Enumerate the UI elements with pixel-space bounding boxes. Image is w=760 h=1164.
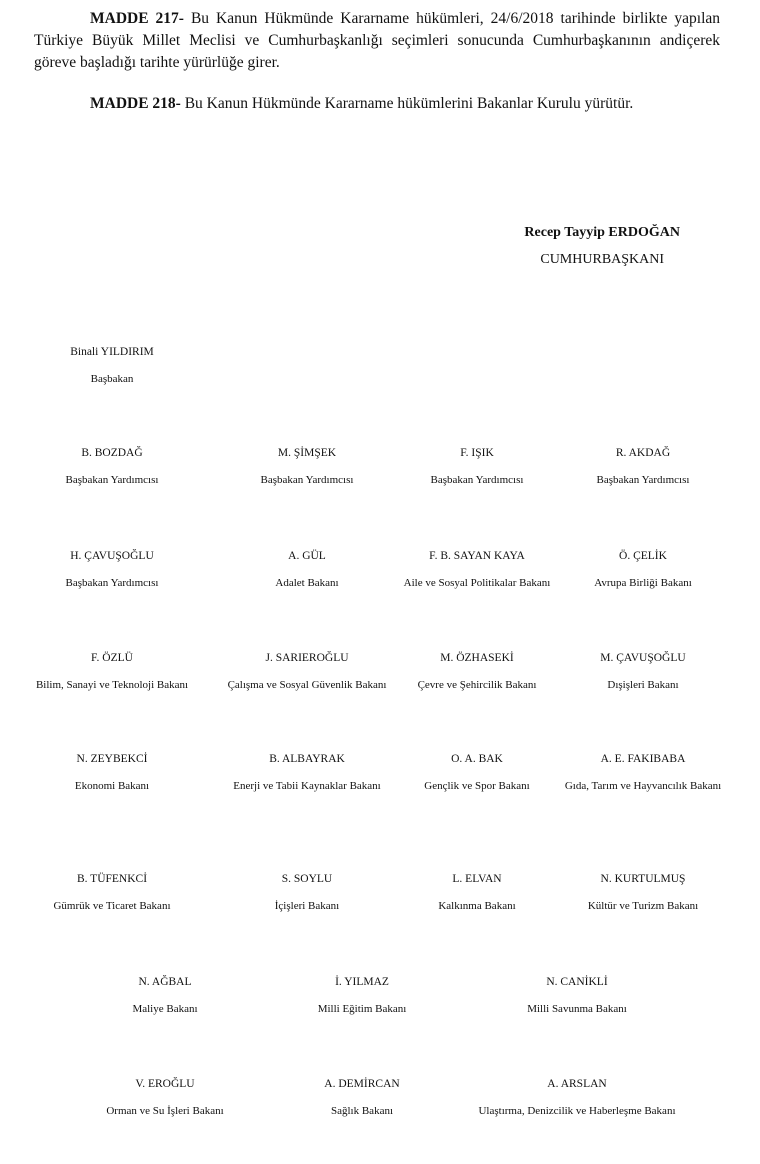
article-217	[34, 8, 720, 74]
signatory-title: Gümrük ve Ticaret Bakanı	[53, 900, 171, 912]
signatory-title: Ulaştırma, Denizcilik ve Haberleşme Bakanı	[478, 1105, 676, 1117]
signatory-block	[518, 446, 760, 487]
signatory-block	[518, 752, 760, 793]
signatory-name: N. KURTULMUŞ	[600, 873, 686, 885]
signatory-name: O. A. BAK	[451, 753, 503, 765]
signatory-title: Başbakan	[90, 373, 134, 385]
signatory-name: F. B. SAYAN KAYA	[429, 550, 525, 562]
signatory-name: Ö. ÇELİK	[619, 550, 667, 562]
signatory-title: Orman ve Su İşleri Bakanı	[106, 1105, 224, 1117]
signatory-title: Maliye Bakanı	[132, 1003, 198, 1015]
signatory-block	[518, 549, 760, 590]
signatory-title: Bilim, Sanayi ve Teknoloji Bakanı	[35, 679, 189, 691]
signatory-title: Dışişleri Bakanı	[607, 679, 679, 691]
signatory-name: Binali YILDIRIM	[70, 346, 154, 358]
signatory-title: Başbakan Yardımcısı	[65, 577, 159, 589]
signatory-block	[237, 975, 487, 1016]
signatory-block	[518, 872, 760, 913]
president-title: CUMHURBAŞKANI	[540, 252, 665, 267]
signatory-name: A. ARSLAN	[547, 1078, 607, 1090]
signatory-name: A. GÜL	[288, 550, 326, 562]
signatory-name: J. SARIEROĞLU	[265, 652, 349, 664]
signatory-title: Enerji ve Tabii Kaynaklar Bakanı	[233, 780, 381, 792]
signatory-name: S. SOYLU	[281, 873, 333, 885]
article-label: MADDE 218-	[90, 95, 181, 112]
president-signature-block	[524, 224, 680, 269]
signatory-title: Adalet Bakanı	[275, 577, 339, 589]
signatory-name: B. TÜFENKCİ	[76, 873, 148, 885]
signatory-block	[0, 345, 237, 386]
signatory-block	[452, 975, 702, 1016]
signatory-name: M. ÇAVUŞOĞLU	[600, 652, 686, 664]
signatory-title: Çevre ve Şehircilik Bakanı	[417, 679, 537, 691]
signatory-name: R. AKDAĞ	[615, 447, 671, 459]
signatory-name: M. ŞİMŞEK	[277, 447, 337, 459]
signatory-name: İ. YILMAZ	[335, 976, 389, 988]
signatory-name: N. CANİKLİ	[546, 976, 608, 988]
signatory-title: Gençlik ve Spor Bakanı	[424, 780, 530, 792]
signatory-name: N. AĞBAL	[138, 976, 192, 988]
signatory-block	[452, 1077, 702, 1118]
president-name: Recep Tayyip ERDOĞAN	[524, 225, 680, 240]
article-218	[34, 93, 720, 115]
signatory-name: N. ZEYBEKCİ	[76, 753, 148, 765]
signatory-name: F. IŞIK	[460, 447, 494, 459]
signatory-title: Başbakan Yardımcısı	[65, 474, 159, 486]
signatory-title: Çalışma ve Sosyal Güvenlik Bakanı	[227, 679, 387, 691]
signatory-title: Kalkınma Bakanı	[438, 900, 516, 912]
signatory-title: Sağlık Bakanı	[330, 1105, 394, 1117]
article-text: Bu Kanun Hükmünde Kararname hükümleri, 24/6/2018 tarihinde birlikte yapılan Türkiye Büyük Millet Meclisi ve Cumhurbaşkanlığı seçimleri sonucunda Cumhurbaşkanının andiçerek göreve başladığı tarihte yürürlüğe girer.	[34, 10, 721, 71]
signatory-name: L. ELVAN	[452, 873, 502, 885]
signatory-title: Başbakan Yardımcısı	[430, 474, 524, 486]
signatory-name: M. ÖZHASEKİ	[440, 652, 514, 664]
signatory-title: Milli Savunma Bakanı	[527, 1003, 627, 1015]
signatory-title: Başbakan Yardımcısı	[260, 474, 354, 486]
signatory-name: B. ALBAYRAK	[269, 753, 345, 765]
signatory-name: B. BOZDAĞ	[81, 447, 143, 459]
signatory-name: V. EROĞLU	[135, 1078, 195, 1090]
signatory-name: H. ÇAVUŞOĞLU	[70, 550, 154, 562]
signatory-title: Ekonomi Bakanı	[74, 780, 150, 792]
signatory-name: A. DEMİRCAN	[324, 1078, 400, 1090]
signatory-name: F. ÖZLÜ	[91, 652, 133, 664]
article-text: Bu Kanun Hükmünde Kararname hükümlerini Bakanlar Kurulu yürütür.	[180, 95, 634, 112]
signatory-block	[518, 651, 760, 692]
signatory-title: Başbakan Yardımcısı	[596, 474, 690, 486]
signatory-title: Milli Eğitim Bakanı	[317, 1003, 407, 1015]
signatory-title: İçişleri Bakanı	[274, 900, 340, 912]
signatory-name: A. E. FAKIBABA	[600, 753, 686, 765]
article-label: MADDE 217-	[90, 10, 184, 27]
signatory-title: Gıda, Tarım ve Hayvancılık Bakanı	[564, 780, 722, 792]
signatory-block	[237, 1077, 487, 1118]
signatory-title: Avrupa Birliği Bakanı	[594, 577, 692, 589]
signatory-title: Aile ve Sosyal Politikalar Bakanı	[403, 577, 551, 589]
signatory-title: Kültür ve Turizm Bakanı	[587, 900, 699, 912]
